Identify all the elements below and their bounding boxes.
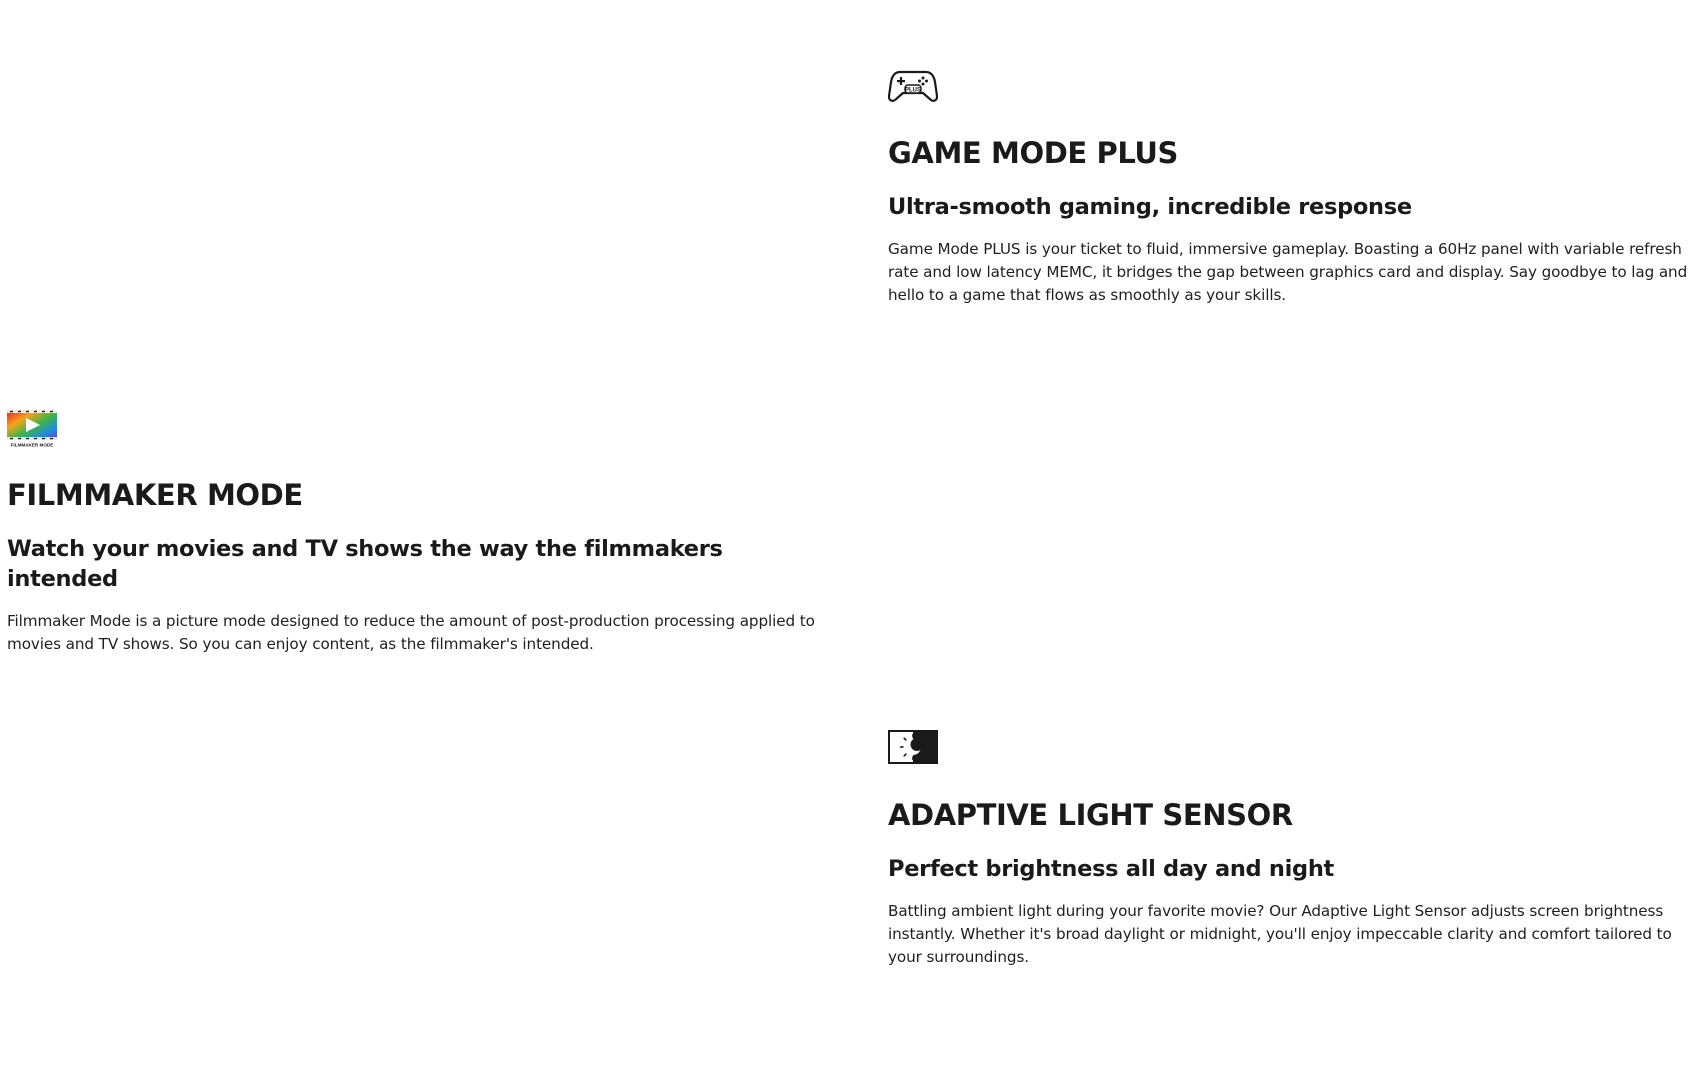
gamepad-plus-icon: [888, 68, 1688, 106]
feature-title: GAME MODE PLUS: [888, 136, 1179, 170]
feature-game-mode-plus: [888, 68, 1688, 307]
filmmaker-logo-caption: FILMMAKER MODE: [10, 442, 54, 448]
feature-subtitle: Watch your movies and TV shows the way the filmmakers intended: [7, 536, 723, 592]
feature-description: Battling ambient light during your favorite movie? Our Adaptive Light Sensor adjusts screen brightness instantly. Whether it's broad daylight or midnight, you'll enjoy impeccable clarity and comfort tailored to your surroundings.: [888, 902, 1672, 966]
feature-description: Game Mode PLUS is your ticket to fluid, immersive gameplay. Boasting a 60Hz panel with variable refresh rate and low latency MEMC, it bridges the gap between graphics card and display. Say goodbye to lag and hello to a game that flows as smoothly as your skills.: [888, 240, 1688, 304]
feature-title: FILMMAKER MODE: [7, 478, 303, 512]
feature-subtitle: Perfect brightness all day and night: [888, 856, 1335, 882]
sun-moon-icon: [888, 730, 1688, 768]
filmmaker-mode-logo: [7, 410, 827, 448]
feature-description: Filmmaker Mode is a picture mode designed to reduce the amount of post-production processing applied to movies and TV shows. So you can enjoy content, as the filmmaker's intended.: [7, 612, 815, 653]
feature-adaptive-light-sensor: [888, 730, 1688, 969]
feature-filmmaker-mode: [7, 410, 827, 656]
plus-badge-text: PLUS: [904, 87, 922, 94]
feature-title: ADAPTIVE LIGHT SENSOR: [888, 798, 1293, 832]
feature-subtitle: Ultra-smooth gaming, incredible response: [888, 194, 1412, 220]
